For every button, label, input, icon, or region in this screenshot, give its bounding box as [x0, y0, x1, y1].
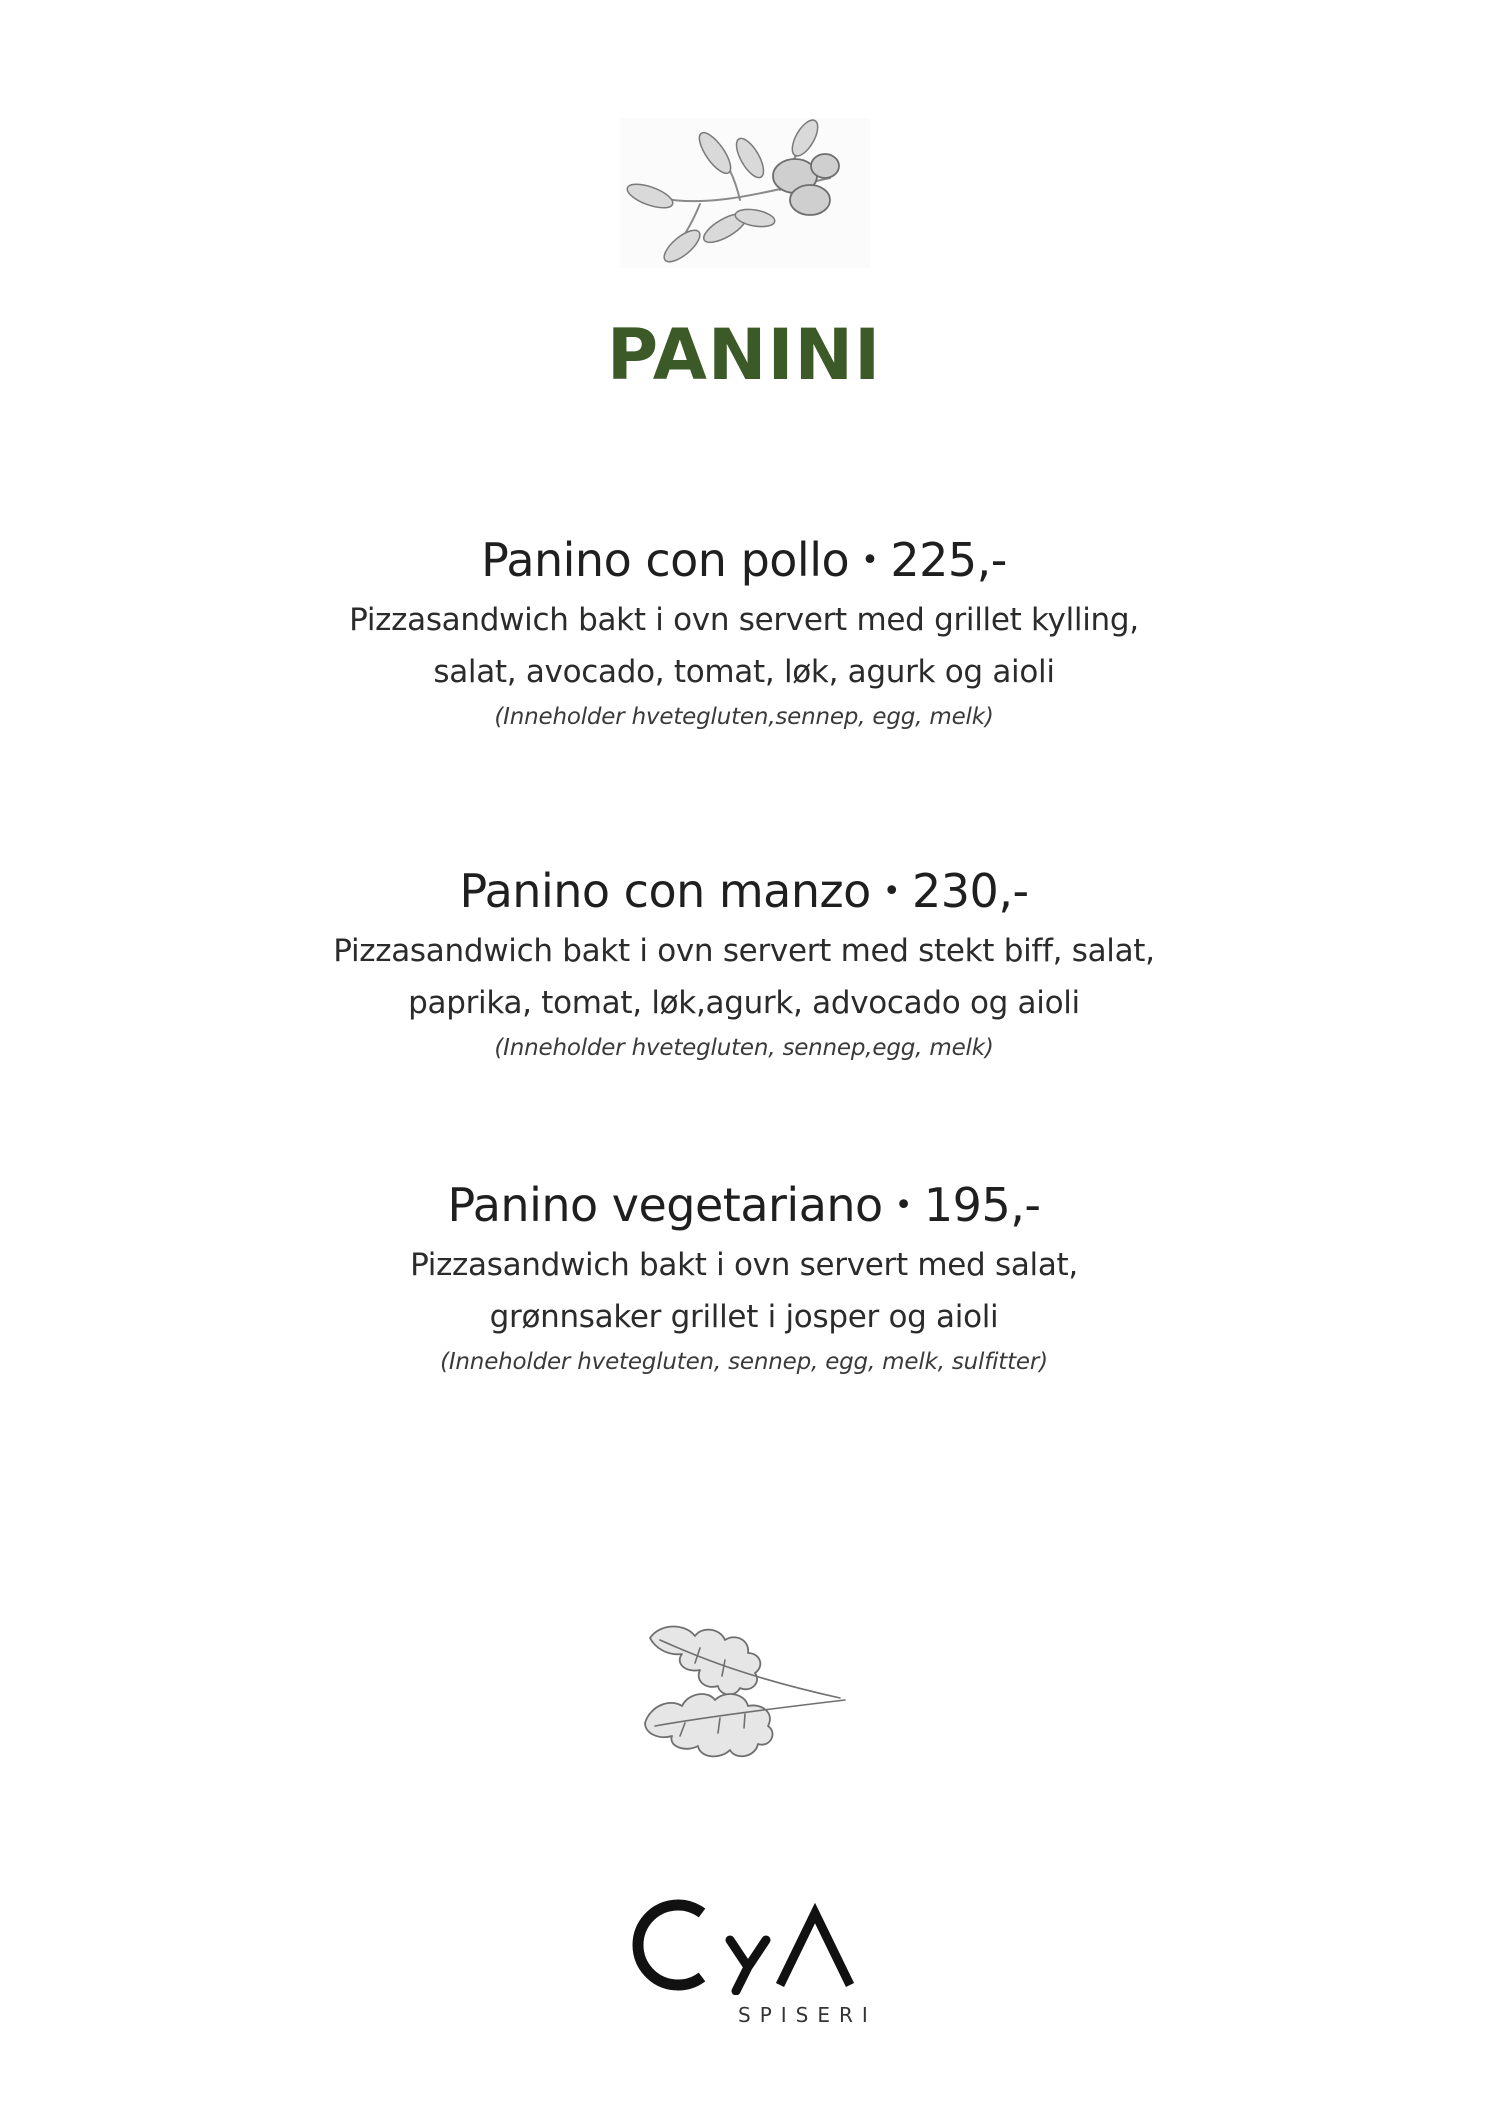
menu-item-heading	[0, 530, 1488, 594]
menu-item-name: Panino vegetariano	[447, 1178, 883, 1232]
menu-item-name: Panino con pollo	[481, 533, 850, 587]
page-title: PANINI	[606, 314, 882, 396]
menu-item-description-line: salat, avocado, tomat, løk, agurk og aioli	[433, 653, 1055, 690]
menu-item-price: 195,-	[923, 1178, 1041, 1232]
menu-item-panino-con-manzo	[0, 861, 1488, 1067]
logo-wordmark	[620, 1895, 880, 1995]
menu-item-panino-con-pollo	[0, 530, 1488, 736]
arugula-leaves-icon	[640, 1618, 860, 1768]
price-separator: •	[882, 873, 901, 909]
menu-item-panino-vegetariano	[0, 1175, 1488, 1381]
menu-item-description-line: paprika, tomat, løk,agurk, advocado og aioli	[408, 984, 1080, 1021]
logo	[620, 1895, 880, 2035]
menu-item-heading	[0, 861, 1488, 925]
menu-item-allergens: (Inneholder hvetegluten, sennep,egg, melk)	[494, 1034, 994, 1061]
menu-item-heading	[0, 1175, 1488, 1239]
menu-item-description-line: Pizzasandwich bakt i ovn servert med stekt biff, salat,	[333, 932, 1155, 969]
logo-subtitle: SPISERI	[738, 2003, 877, 2027]
price-separator: •	[861, 542, 879, 578]
menu-item-price: 225,-	[890, 533, 1007, 587]
menu-item-description-line: grønnsaker grillet i josper og aioli	[489, 1298, 999, 1335]
menu-item-description-line: Pizzasandwich bakt i ovn servert med salat,	[410, 1246, 1078, 1283]
menu-item-description-line: Pizzasandwich bakt i ovn servert med grillet kylling,	[349, 601, 1139, 638]
menu-item-name: Panino con manzo	[459, 864, 871, 918]
menu-item-price: 230,-	[912, 864, 1029, 918]
svg-text:OYA: OYA	[620, 1895, 622, 1896]
price-separator: •	[894, 1187, 912, 1223]
olive-branch-icon	[620, 118, 870, 268]
menu-item-allergens: (Inneholder hvetegluten, sennep, egg, melk, sulfitter)	[440, 1348, 1048, 1375]
menu-item-allergens: (Inneholder hvetegluten,sennep, egg, melk)	[494, 703, 994, 730]
